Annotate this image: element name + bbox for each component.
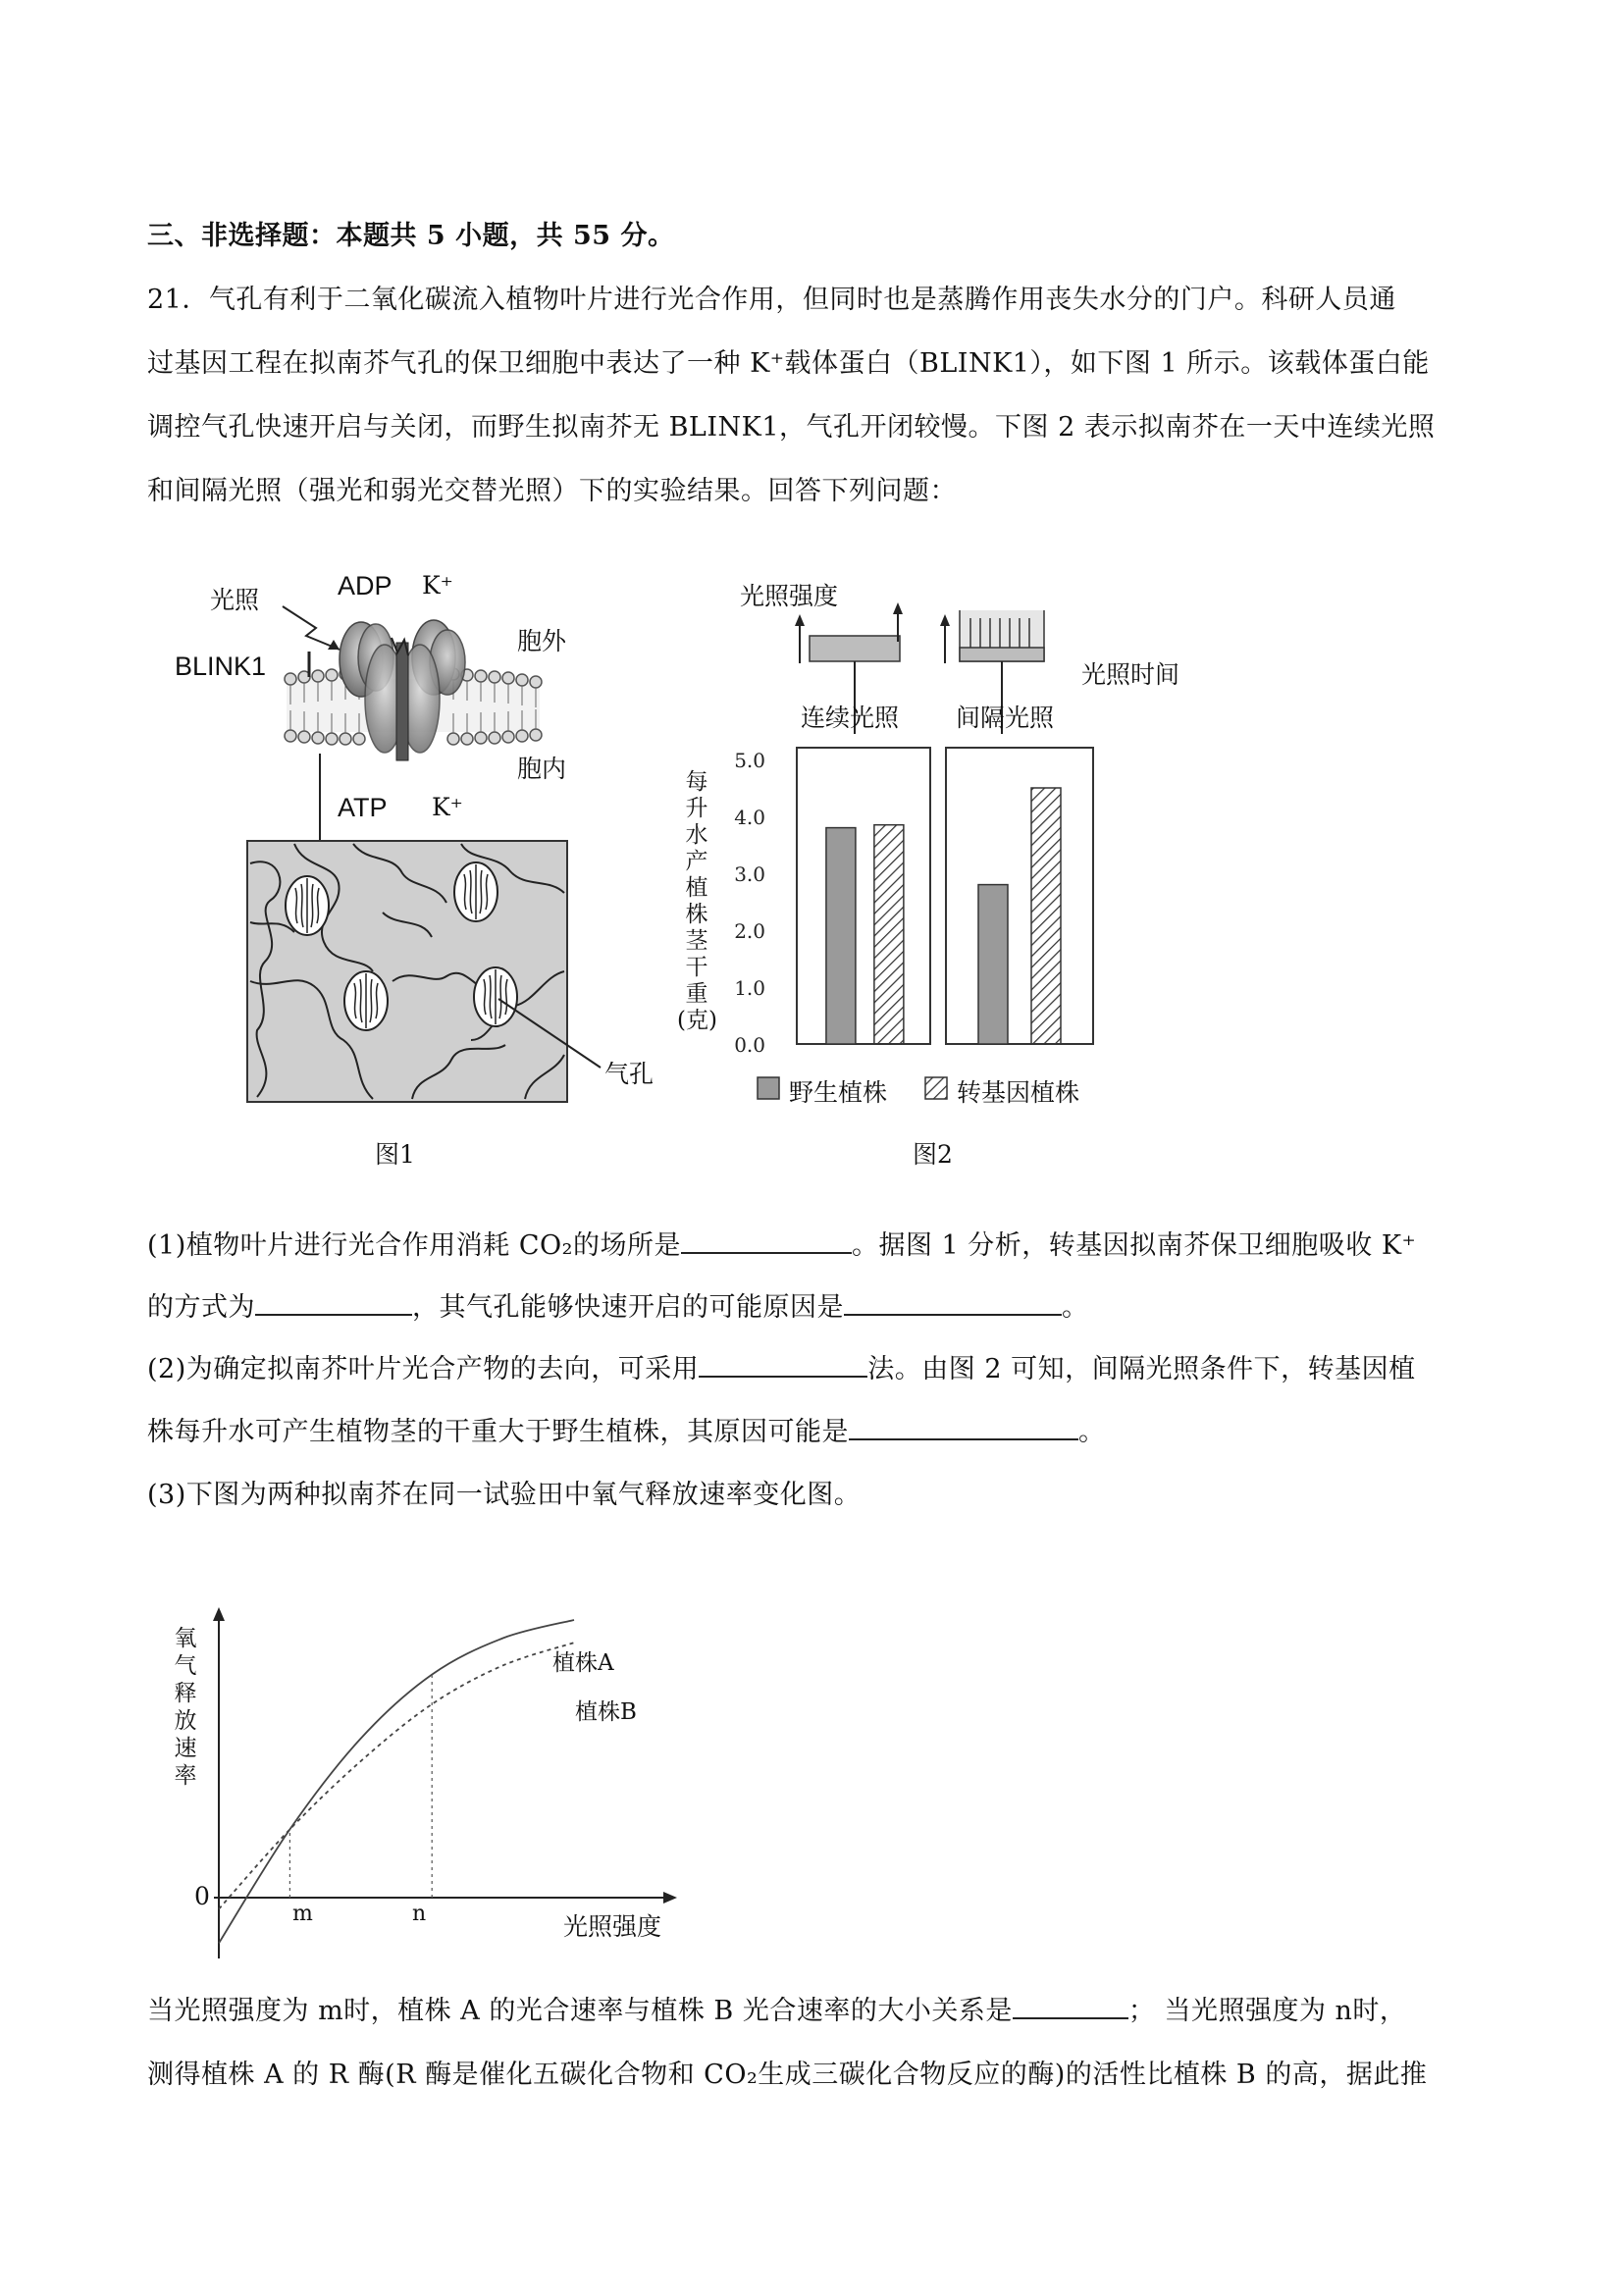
q1-line-2	[147, 1285, 1089, 1324]
q2-text-d: 。	[1078, 1417, 1106, 1447]
q2-blank-reason[interactable]	[849, 1415, 1078, 1440]
fig1-stoma-label: 气孔	[604, 1060, 654, 1088]
fig3-plant-a-label: 植株A	[552, 1650, 614, 1676]
fig2-ylabel-char-9: (克)	[677, 1008, 717, 1033]
fig3-ylabel-char-1: 气	[174, 1653, 197, 1679]
q1-text-b: 。据图 1 分析，转基因拟南芥保卫细胞吸收 K⁺	[851, 1230, 1417, 1261]
section-heading: 三、非选择题：本题共 5 小题，共 55 分。	[147, 221, 675, 251]
question-21-line-1: 21．气孔有利于二氧化碳流入植物叶片进行光合作用，但同时也是蒸腾作用丧失水分的门户。科研人员通	[147, 285, 1396, 315]
fig3-plant-b-label: 植株B	[575, 1699, 637, 1725]
q3-line-1	[147, 1989, 1406, 2027]
fig3-ylabel-char-0: 氧	[174, 1626, 197, 1651]
fig2-ylabel-char-6: 茎	[685, 928, 708, 954]
q2-line-1	[147, 1347, 1416, 1385]
fig3-m-label: m	[292, 1902, 313, 1926]
bar-wild-0	[826, 828, 856, 1044]
q3-text-b: ； 当光照强度为 n时，	[1127, 1996, 1407, 2026]
fig1-k-bottom-label: K⁺	[432, 793, 463, 821]
leaf-epidermis	[247, 841, 601, 1102]
fig2-panel-continuous: 连续光照	[801, 704, 900, 732]
y-tick-label: 1.0	[734, 976, 765, 1000]
line-chart-marks	[219, 1620, 574, 1943]
q2-blank-method[interactable]	[699, 1352, 867, 1378]
fig2-legend-transgenic: 转基因植株	[957, 1078, 1080, 1107]
question-21-line-3: 调控气孔快速开启与关闭，而野生拟南芥无 BLINK1，气孔开闭较慢。下图 2 表示拟南芥在一天中连续光照	[147, 412, 1436, 443]
q1-text-d: ，其气孔能够快速开启的可能原因是	[412, 1292, 844, 1323]
fig1-blink1-label: BLINK1	[175, 652, 267, 681]
fig3-y-axis-label	[169, 1625, 202, 1790]
fig1-atp-label: ATP	[338, 793, 388, 822]
y-tick-label: 3.0	[734, 862, 765, 886]
fig1-adp-label: ADP	[338, 571, 393, 600]
question-21-line-2: 过基因工程在拟南芥气孔的保卫细胞中表达了一种 K⁺载体蛋白（BLINK1），如下图 1 所示。该载体蛋白能	[147, 348, 1430, 379]
fig2-ylabel-char-2: 水	[685, 822, 708, 848]
fig2-ylabel-char-1: 升	[685, 796, 708, 821]
y-tick-label: 2.0	[734, 919, 765, 943]
cell-membrane	[285, 668, 542, 745]
fig1-k-top-label: K⁺	[422, 571, 453, 600]
zoom-box	[310, 846, 330, 865]
y-tick-label: 0.0	[734, 1033, 765, 1057]
bar-wild-1	[978, 885, 1008, 1044]
fig3-ylabel-char-5: 率	[174, 1763, 197, 1789]
q1-text-e: 。	[1062, 1292, 1089, 1323]
fig3-ylabel-char-2: 释	[174, 1681, 197, 1706]
fig2-panel-intermittent: 间隔光照	[956, 704, 1055, 732]
q1-blank-site[interactable]	[681, 1228, 852, 1254]
fig2-light-intensity-label: 光照强度	[740, 582, 839, 610]
fig3-ylabel-char-4: 速	[174, 1736, 197, 1761]
stomata	[286, 862, 517, 1030]
bar-chart-y-ticks	[734, 749, 765, 1057]
bar-transgenic-0	[874, 825, 904, 1044]
fig3-origin-label: 0	[194, 1882, 210, 1910]
y-tick-label: 4.0	[734, 806, 765, 829]
q3-blank-relation[interactable]	[1013, 1994, 1128, 2019]
legend-swatch-wild	[758, 1077, 779, 1099]
series-plant-a-line	[219, 1620, 574, 1943]
light-arrow-icon	[283, 606, 340, 650]
fig1-outside-label: 胞外	[517, 627, 567, 655]
q2-text-a: (2)为确定拟南芥叶片光合产物的去向，可采用	[147, 1354, 700, 1384]
blink1-protein	[340, 620, 465, 760]
fig2-caption: 图2	[913, 1140, 953, 1169]
fig2-ylabel-char-8: 重	[685, 981, 708, 1007]
fig1-light-label: 光照	[210, 586, 260, 614]
fig2-ylabel-char-5: 株	[685, 902, 708, 927]
q1-blank-reason[interactable]	[844, 1290, 1062, 1316]
q1-blank-mode[interactable]	[255, 1290, 412, 1316]
y-tick-label: 5.0	[734, 749, 765, 772]
q3-text-a: 当光照强度为 m时，植株 A 的光合速率与植株 B 光合速率的大小关系是	[147, 1996, 1013, 2026]
bar-transgenic-1	[1031, 788, 1061, 1044]
bar-chart-frames	[797, 748, 1093, 1044]
fig3-x-axis-label: 光照强度	[563, 1912, 662, 1941]
series-plant-b-line	[219, 1643, 574, 1908]
fig1-caption: 图1	[375, 1140, 415, 1169]
fig2-ylabel-char-0: 每	[685, 769, 708, 795]
fig1-inside-label: 胞内	[517, 755, 567, 783]
q2-text-c: 株每升水可产生植物茎的干重大于野生植株，其原因可能是	[147, 1417, 849, 1447]
fig3-n-label: n	[412, 1902, 427, 1926]
fig2-ylabel-char-7: 干	[685, 955, 708, 980]
fig3-ylabel-char-3: 放	[174, 1708, 197, 1734]
fig2-ylabel-char-4: 植	[685, 875, 708, 901]
legend-swatch-transgenic	[925, 1077, 947, 1099]
question-21-line-4: 和间隔光照（强光和弱光交替光照）下的实验结果。回答下列问题：	[147, 476, 957, 506]
fig2-y-axis-label	[677, 769, 716, 1034]
q2-text-b: 法。由图 2 可知，间隔光照条件下，转基因植	[867, 1354, 1416, 1384]
fig2-ylabel-char-3: 产	[685, 849, 708, 874]
q3-intro: (3)下图为两种拟南芥在同一试验田中氧气释放速率变化图。	[147, 1480, 862, 1510]
q1-text-c: 的方式为	[147, 1292, 255, 1323]
bar-chart-marks	[826, 788, 1061, 1044]
q3-line-2: 测得植株 A 的 R 酶(R 酶是催化五碳化合物和 CO₂生成三碳化合物反应的酶)的活性比植株 B 的高，据此推	[147, 2060, 1428, 2090]
q1-line-1	[147, 1224, 1416, 1262]
fig2-legend-wild: 野生植株	[789, 1078, 888, 1107]
q1-text-a: (1)植物叶片进行光合作用消耗 CO₂的场所是	[147, 1230, 681, 1261]
q2-line-2	[147, 1410, 1106, 1448]
fig2-light-time-label: 光照时间	[1081, 660, 1180, 689]
